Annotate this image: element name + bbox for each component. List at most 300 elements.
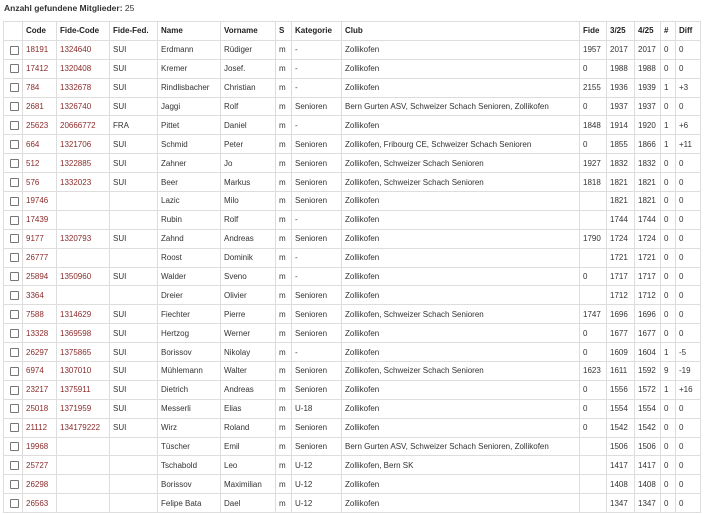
cell-games: 1 [661,78,676,97]
cell-rating-4-25: 1920 [635,116,661,135]
cell-vorname: Dominik [221,248,276,267]
cell-vorname: Emil [221,437,276,456]
row-select-cell [4,229,23,248]
row-select-cell [4,135,23,154]
cell-fide: 0 [580,97,607,116]
column-header-club[interactable]: Club [342,22,580,41]
cell-fide-code[interactable]: 1332023 [57,173,110,192]
cell-vorname: Sveno [221,267,276,286]
cell-name: Borissov [158,343,221,362]
cell-fide-fed: SUI [110,343,158,362]
cell-code[interactable]: 6974 [23,362,57,381]
member-count-label: Anzahl gefundene Mitglieder: [4,3,123,13]
cell-vorname: Jo [221,154,276,173]
cell-name: Dietrich [158,380,221,399]
row-select-cell [4,475,23,494]
cell-vorname: Josef. [221,59,276,78]
table-row [4,343,701,362]
cell-code[interactable]: 26777 [23,248,57,267]
cell-vorname: Pierre [221,305,276,324]
cell-fide-fed [110,475,158,494]
cell-code[interactable]: 664 [23,135,57,154]
table-row [4,229,701,248]
cell-diff: 0 [676,305,701,324]
cell-games: 0 [661,173,676,192]
cell-rating-4-25: 1712 [635,286,661,305]
cell-kategorie: Senioren [292,418,342,437]
cell-fide-code[interactable] [57,475,110,494]
cell-fide [580,475,607,494]
cell-diff: 0 [676,97,701,116]
row-select-cell [4,116,23,135]
cell-diff: 0 [676,229,701,248]
table-row [4,59,701,78]
row-checkbox[interactable] [10,159,19,168]
cell-fide-code[interactable]: 1375865 [57,343,110,362]
table-row [4,210,701,229]
cell-fide [580,456,607,475]
row-select-cell [4,248,23,267]
cell-sex: m [276,437,292,456]
cell-rating-4-25: 1744 [635,210,661,229]
table-row [4,40,701,59]
row-checkbox[interactable] [10,234,19,243]
cell-diff: 0 [676,267,701,286]
row-checkbox[interactable] [10,291,19,300]
row-checkbox[interactable] [10,367,19,376]
cell-vorname: Walter [221,362,276,381]
cell-rating-3-25: 1988 [607,59,635,78]
row-checkbox[interactable] [10,348,19,357]
cell-rating-4-25: 1821 [635,173,661,192]
row-checkbox[interactable] [10,178,19,187]
row-checkbox[interactable] [10,442,19,451]
row-select-cell [4,362,23,381]
cell-vorname: Andreas [221,380,276,399]
cell-name: Lazic [158,192,221,211]
cell-diff: 0 [676,324,701,343]
cell-games: 9 [661,362,676,381]
cell-vorname: Roland [221,418,276,437]
members-table-body [4,40,701,512]
cell-name: Mühlemann [158,362,221,381]
member-count-value: 25 [124,3,135,13]
cell-code[interactable]: 576 [23,173,57,192]
table-row [4,380,701,399]
cell-rating-3-25: 1554 [607,399,635,418]
row-checkbox[interactable] [10,197,19,206]
cell-fide [580,248,607,267]
cell-rating-3-25: 1609 [607,343,635,362]
cell-diff: 0 [676,437,701,456]
cell-fide-fed: SUI [110,135,158,154]
cell-fide-code[interactable] [57,248,110,267]
cell-code[interactable]: 784 [23,78,57,97]
cell-name: Pittet [158,116,221,135]
cell-kategorie: Senioren [292,229,342,248]
cell-rating-3-25: 1542 [607,418,635,437]
column-header-rating-3-25[interactable]: 3/25 [607,22,635,41]
cell-games: 1 [661,116,676,135]
cell-rating-4-25: 1866 [635,135,661,154]
cell-rating-3-25: 1677 [607,324,635,343]
cell-rating-4-25: 1939 [635,78,661,97]
cell-games: 1 [661,135,676,154]
cell-sex: m [276,418,292,437]
row-select-cell [4,210,23,229]
table-row [4,286,701,305]
cell-fide: 1957 [580,40,607,59]
cell-fide-fed: FRA [110,116,158,135]
cell-fide-code[interactable]: 1320408 [57,59,110,78]
cell-code[interactable]: 17412 [23,59,57,78]
cell-diff: 0 [676,59,701,78]
table-row [4,362,701,381]
cell-name: Tüscher [158,437,221,456]
cell-kategorie: - [292,116,342,135]
cell-rating-4-25: 1677 [635,324,661,343]
row-select-cell [4,437,23,456]
cell-diff: 0 [676,456,701,475]
cell-kategorie: U-18 [292,399,342,418]
cell-fide-code[interactable]: 20666772 [57,116,110,135]
cell-fide-code[interactable]: 1322885 [57,154,110,173]
cell-code[interactable]: 25623 [23,116,57,135]
cell-vorname: Rolf [221,97,276,116]
column-header-fide-fed[interactable]: Fide-Fed. [110,22,158,41]
cell-sex: m [276,40,292,59]
cell-rating-3-25: 1506 [607,437,635,456]
cell-fide-fed: SUI [110,59,158,78]
column-header-sex[interactable]: S [276,22,292,41]
cell-club: Zollikofen [342,399,580,418]
row-select-cell [4,173,23,192]
cell-fide-code[interactable]: 1371959 [57,399,110,418]
cell-kategorie: - [292,210,342,229]
cell-name: Hertzog [158,324,221,343]
cell-club: Zollikofen [342,248,580,267]
row-checkbox[interactable] [10,83,19,92]
cell-kategorie: Senioren [292,305,342,324]
cell-code[interactable]: 19746 [23,192,57,211]
cell-code[interactable]: 18191 [23,40,57,59]
row-select-cell [4,267,23,286]
cell-fide [580,286,607,305]
cell-vorname: Markus [221,173,276,192]
cell-name: Zahnd [158,229,221,248]
cell-diff: +16 [676,380,701,399]
row-checkbox[interactable] [10,461,19,470]
row-select-cell [4,305,23,324]
cell-vorname: Daniel [221,116,276,135]
cell-kategorie: Senioren [292,192,342,211]
cell-vorname: Christian [221,78,276,97]
cell-games: 0 [661,59,676,78]
column-header-vorname[interactable]: Vorname [221,22,276,41]
cell-code[interactable]: 512 [23,154,57,173]
column-header-fide[interactable]: Fide [580,22,607,41]
cell-sex: m [276,78,292,97]
cell-diff: -5 [676,343,701,362]
cell-diff: 0 [676,248,701,267]
column-header-name[interactable]: Name [158,22,221,41]
cell-fide-code[interactable] [57,494,110,513]
row-checkbox[interactable] [10,272,19,281]
cell-fide-code[interactable]: 1326740 [57,97,110,116]
cell-code[interactable]: 23217 [23,380,57,399]
cell-club: Zollikofen [342,343,580,362]
cell-sex: m [276,192,292,211]
cell-sex: m [276,324,292,343]
cell-club: Zollikofen [342,229,580,248]
cell-vorname: Nikolay [221,343,276,362]
row-select-cell [4,78,23,97]
cell-fide-code[interactable]: 134179222 [57,418,110,437]
cell-sex: m [276,456,292,475]
row-checkbox[interactable] [10,310,19,319]
cell-fide-code[interactable] [57,456,110,475]
cell-kategorie: Senioren [292,362,342,381]
cell-games: 0 [661,210,676,229]
cell-kategorie: Senioren [292,324,342,343]
cell-rating-3-25: 1821 [607,192,635,211]
cell-games: 1 [661,343,676,362]
cell-fide: 0 [580,59,607,78]
row-checkbox[interactable] [10,329,19,338]
row-checkbox[interactable] [10,216,19,225]
cell-games: 0 [661,324,676,343]
cell-fide-fed [110,248,158,267]
cell-fide-fed: SUI [110,399,158,418]
cell-games: 0 [661,40,676,59]
cell-code[interactable]: 7588 [23,305,57,324]
cell-kategorie: - [292,40,342,59]
cell-games: 0 [661,418,676,437]
cell-fide-code[interactable] [57,192,110,211]
row-checkbox[interactable] [10,404,19,413]
member-count [4,3,134,13]
cell-fide-fed [110,437,158,456]
cell-fide-code[interactable]: 1320793 [57,229,110,248]
cell-code[interactable]: 26563 [23,494,57,513]
cell-games: 0 [661,494,676,513]
cell-code[interactable]: 25894 [23,267,57,286]
cell-fide-fed: SUI [110,267,158,286]
cell-club: Zollikofen [342,286,580,305]
cell-fide-code[interactable]: 1332678 [57,78,110,97]
cell-rating-3-25: 1855 [607,135,635,154]
cell-vorname: Milo [221,192,276,211]
cell-code[interactable]: 17439 [23,210,57,229]
cell-fide-code[interactable] [57,437,110,456]
cell-rating-3-25: 1712 [607,286,635,305]
cell-fide: 1818 [580,173,607,192]
column-header-diff[interactable]: Diff [676,22,701,41]
column-header-kategorie[interactable]: Kategorie [292,22,342,41]
cell-kategorie: - [292,59,342,78]
cell-code[interactable]: 9177 [23,229,57,248]
cell-rating-3-25: 1556 [607,380,635,399]
cell-kategorie: Senioren [292,380,342,399]
cell-fide-fed: SUI [110,229,158,248]
cell-name: Messerli [158,399,221,418]
cell-fide-fed: SUI [110,154,158,173]
cell-fide-fed [110,494,158,513]
cell-rating-3-25: 2017 [607,40,635,59]
cell-diff: -19 [676,362,701,381]
column-header-fide-code[interactable]: Fide-Code [57,22,110,41]
cell-fide: 0 [580,343,607,362]
members-table [3,21,701,513]
cell-sex: m [276,362,292,381]
cell-code[interactable]: 3364 [23,286,57,305]
cell-club: Zollikofen [342,380,580,399]
cell-code[interactable]: 19968 [23,437,57,456]
cell-fide-code[interactable] [57,210,110,229]
cell-rating-3-25: 1724 [607,229,635,248]
cell-games: 0 [661,456,676,475]
cell-name: Roost [158,248,221,267]
cell-fide-fed [110,192,158,211]
cell-rating-3-25: 1821 [607,173,635,192]
cell-code[interactable]: 26298 [23,475,57,494]
cell-fide-code[interactable]: 1350960 [57,267,110,286]
cell-kategorie: U-12 [292,456,342,475]
row-checkbox[interactable] [10,480,19,489]
cell-diff: 0 [676,475,701,494]
table-row [4,154,701,173]
cell-club: Zollikofen [342,324,580,343]
cell-sex: m [276,475,292,494]
table-row [4,97,701,116]
cell-rating-3-25: 1408 [607,475,635,494]
cell-code[interactable]: 13328 [23,324,57,343]
table-row [4,324,701,343]
cell-fide: 0 [580,418,607,437]
cell-rating-3-25: 1717 [607,267,635,286]
cell-code[interactable]: 2681 [23,97,57,116]
cell-fide-fed: SUI [110,40,158,59]
cell-fide: 1790 [580,229,607,248]
cell-sex: m [276,380,292,399]
cell-vorname: Rüdiger [221,40,276,59]
row-checkbox[interactable] [10,121,19,130]
cell-code[interactable]: 26297 [23,343,57,362]
cell-name: Zahner [158,154,221,173]
cell-sex: m [276,116,292,135]
cell-kategorie: Senioren [292,286,342,305]
cell-code[interactable]: 25018 [23,399,57,418]
cell-games: 0 [661,267,676,286]
cell-games: 0 [661,97,676,116]
row-checkbox[interactable] [10,102,19,111]
cell-vorname: Andreas [221,229,276,248]
cell-fide-code[interactable]: 1369598 [57,324,110,343]
cell-club: Zollikofen [342,494,580,513]
cell-diff: 0 [676,399,701,418]
cell-fide-code[interactable] [57,286,110,305]
row-checkbox[interactable] [10,253,19,262]
cell-kategorie: Senioren [292,154,342,173]
cell-diff: +3 [676,78,701,97]
cell-rating-4-25: 1832 [635,154,661,173]
column-header-rating-4-25[interactable]: 4/25 [635,22,661,41]
cell-rating-3-25: 1347 [607,494,635,513]
cell-games: 0 [661,192,676,211]
cell-rating-4-25: 1506 [635,437,661,456]
cell-kategorie: U-12 [292,475,342,494]
cell-rating-3-25: 1914 [607,116,635,135]
row-checkbox[interactable] [10,423,19,432]
cell-fide-code[interactable]: 1314629 [57,305,110,324]
cell-fide-fed [110,210,158,229]
row-checkbox[interactable] [10,386,19,395]
cell-code[interactable]: 25727 [23,456,57,475]
cell-fide-fed: SUI [110,324,158,343]
select-header [4,22,23,41]
cell-club: Zollikofen, Schweizer Schach Senioren [342,154,580,173]
row-checkbox[interactable] [10,64,19,73]
cell-name: Fiechter [158,305,221,324]
cell-vorname: Leo [221,456,276,475]
row-select-cell [4,40,23,59]
table-row [4,78,701,97]
row-checkbox[interactable] [10,46,19,55]
cell-fide-code[interactable]: 1321706 [57,135,110,154]
cell-fide: 0 [580,399,607,418]
cell-games: 0 [661,399,676,418]
cell-games: 0 [661,229,676,248]
row-select-cell [4,343,23,362]
table-row [4,248,701,267]
cell-name: Dreier [158,286,221,305]
cell-fide: 1848 [580,116,607,135]
cell-fide-code[interactable]: 1324640 [57,40,110,59]
cell-games: 0 [661,154,676,173]
cell-sex: m [276,286,292,305]
cell-games: 0 [661,286,676,305]
row-checkbox[interactable] [10,499,19,508]
cell-vorname: Elias [221,399,276,418]
cell-diff: 0 [676,418,701,437]
cell-code[interactable]: 21112 [23,418,57,437]
cell-diff: 0 [676,210,701,229]
cell-fide-fed: SUI [110,173,158,192]
table-row [4,305,701,324]
row-select-cell [4,494,23,513]
cell-fide: 1623 [580,362,607,381]
cell-fide: 1927 [580,154,607,173]
cell-fide: 0 [580,380,607,399]
cell-rating-3-25: 1936 [607,78,635,97]
cell-vorname: Dael [221,494,276,513]
cell-diff: +6 [676,116,701,135]
cell-sex: m [276,135,292,154]
cell-kategorie: U-12 [292,494,342,513]
cell-diff: 0 [676,192,701,211]
cell-kategorie: Senioren [292,173,342,192]
cell-sex: m [276,59,292,78]
column-header-games[interactable]: # [661,22,676,41]
cell-rating-4-25: 1347 [635,494,661,513]
cell-kategorie: Senioren [292,135,342,154]
row-checkbox[interactable] [10,140,19,149]
table-row [4,475,701,494]
column-header-code[interactable]: Code [23,22,57,41]
row-select-cell [4,418,23,437]
cell-fide-code[interactable]: 1375911 [57,380,110,399]
cell-fide-code[interactable]: 1307010 [57,362,110,381]
